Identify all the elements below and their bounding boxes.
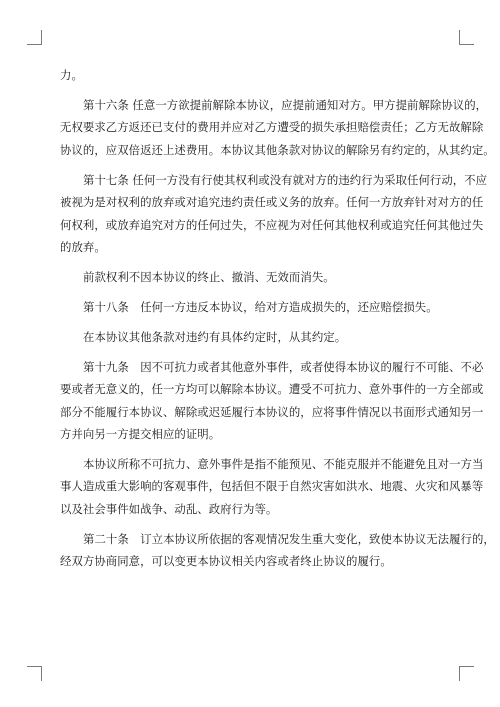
text-line: 无权要求乙方返还已支付的费用并应对乙方遭受的损失承担赔偿责任；乙方无故解除 <box>60 120 484 135</box>
text-line: 第十七条 任何一方没有行使其权利或没有就对方的违约行为采取任何行动，不应 <box>83 172 488 187</box>
text-line: 的放弃。 <box>60 239 106 254</box>
text-line: 第二十条 订立本协议所依据的客观情况发生重大变化，致使本协议无法履行的， <box>83 531 495 546</box>
text-line: 第十六条 任意一方欲提前解除本协议，应提前通知对方。甲方提前解除协议的， <box>83 97 488 112</box>
crop-mark-top-right <box>459 30 474 45</box>
text-line: 要或者无意义的，任一方均可以解除本协议。遭受不可抗力、意外事件的一方全部或 <box>60 382 484 397</box>
text-line: 部分不能履行本协议、解除或迟延履行本协议的，应将事件情况以书面形式通知另一 <box>60 404 484 419</box>
text-line: 经双方协商同意，可以变更本协议相关内容或者终止协议的履行。 <box>60 554 392 569</box>
text-line: 方并向另一方提交相应的证明。 <box>60 427 221 442</box>
text-line: 被视为是对权利的放弃或对追究违约责任或义务的放弃。任何一方放弃针对对方的任 <box>60 195 484 210</box>
text-line: 第十九条 因不可抗力或者其他意外事件，或者使得本协议的履行不可能、不必 <box>83 359 484 374</box>
crop-mark-bottom-left <box>27 666 42 681</box>
text-line: 以及社会事件如战争、动乱、政府行为等。 <box>60 501 278 516</box>
text-line: 在本协议其他条款对违约有具体约定时，从其约定。 <box>83 329 347 344</box>
text-line: 何权利，或放弃追究对方的任何过失，不应视为对任何其他权利或追究任何其他过失 <box>60 217 484 232</box>
document-body <box>60 64 495 573</box>
text-line: 本协议所称不可抗力、意外事件是指不能预见、不能克服并不能避免且对一方当 <box>83 457 484 472</box>
text-line: 第十八条 任何一方违反本协议，给对方造成损失的，还应赔偿损失。 <box>83 299 438 314</box>
text-line: 协议的，应双倍返还上述费用。本协议其他条款对协议的解除另有约定的，从其约定。 <box>60 142 495 157</box>
crop-mark-top-left <box>27 30 42 45</box>
text-line: 事人造成重大影响的客观事件，包括但不限于自然灾害如洪水、地震、火灾和风暴等 <box>60 479 484 494</box>
text-line: 力。 <box>60 68 83 82</box>
crop-mark-bottom-right <box>459 666 474 681</box>
text-line: 前款权利不因本协议的终止、撤消、无效而消失。 <box>83 269 335 284</box>
